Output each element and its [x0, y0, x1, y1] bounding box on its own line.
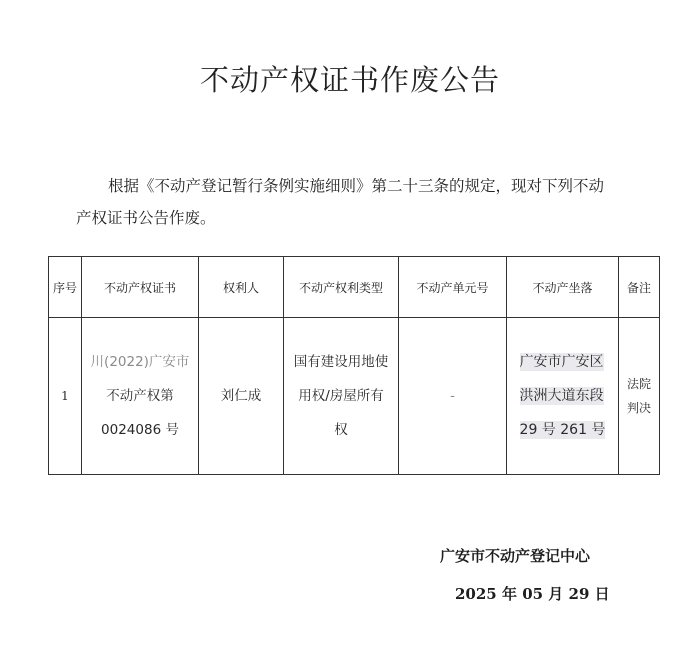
certificate-line2: 不动产权第	[106, 388, 174, 404]
header-location: 不动产坐落	[507, 257, 619, 318]
note-line1: 法院	[626, 377, 651, 391]
header-right-type: 不动产权利类型	[284, 257, 399, 318]
cell-unit-no: -	[399, 318, 507, 475]
header-note: 备注	[619, 257, 660, 318]
cell-note	[619, 318, 660, 475]
certificate-line3: 0024086 号	[101, 422, 179, 438]
notice-date: 2025 年 05 月 29 日	[455, 585, 610, 603]
cell-certificate	[82, 318, 199, 475]
certificate-table	[48, 256, 660, 475]
notice-title: 不动产权证书作废公告	[199, 63, 500, 97]
right-type-line3: 权	[334, 422, 348, 438]
issuing-organization: 广安市不动产登记中心	[440, 547, 591, 565]
cell-owner: 刘仁成	[199, 318, 284, 475]
header-index: 序号	[49, 257, 82, 318]
right-type-line2: 用权/房屋所有	[298, 388, 384, 404]
notice-paragraph-line2: 产权证书公告作废。	[76, 209, 216, 227]
header-certificate: 不动产权证书	[82, 257, 199, 318]
table-row	[49, 318, 660, 475]
notice-paragraph-line1: 根据《不动产登记暂行条例实施细则》第二十三条的规定，现对下列不动	[108, 177, 605, 195]
location-line2: 洪洲大道东段	[519, 388, 604, 404]
table-header-row	[49, 257, 660, 318]
certificate-line1: 川(2022)广安市	[90, 354, 190, 370]
cell-right-type	[284, 318, 399, 475]
cell-index: 1	[49, 318, 82, 475]
header-owner: 权利人	[199, 257, 284, 318]
note-line2: 判决	[626, 401, 651, 415]
location-line1: 广安市广安区	[519, 354, 604, 370]
cell-location	[507, 318, 619, 475]
location-line3: 29 号 261 号	[519, 422, 606, 438]
header-unit-no: 不动产单元号	[399, 257, 507, 318]
right-type-line1: 国有建设用地使	[293, 354, 389, 370]
